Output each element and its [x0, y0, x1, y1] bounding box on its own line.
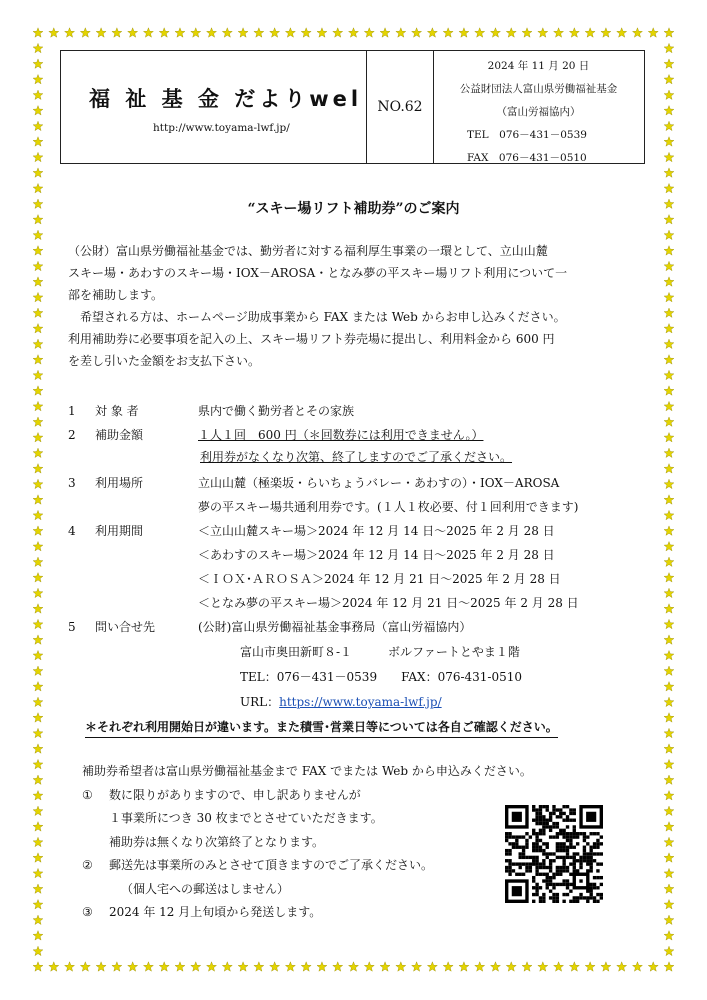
item-label: 対 象 者	[95, 404, 139, 418]
amount-note: 利用券がなくなり次第、終了しますのでご了承ください。	[200, 450, 513, 464]
document-title: “スキー場リフト補助券”のご案内	[247, 201, 460, 217]
period-awasuno: ＜あわすのスキー場＞2024 年 12 月 14 日～2025 年 2 月 28 日	[198, 548, 555, 562]
application-text: （個人宅への郵送はしません）	[121, 881, 290, 896]
publisher-sub: （富山労福協内）	[496, 106, 581, 118]
item-label: 利用期間	[95, 524, 144, 538]
item-number: 4	[68, 524, 76, 538]
header-title-cell	[61, 51, 366, 163]
period-tateyama: ＜立山山麓スキー場＞2024 年 12 月 14 日～2025 年 2 月 28 日	[198, 524, 555, 538]
issue-date: 2024 年 11 月 20 日	[487, 60, 590, 72]
contact-org: (公財)富山県労働福祉基金事務局（富山労福協内）	[198, 620, 472, 634]
publisher-info-cell	[433, 51, 644, 163]
header-url: http://www.toyama-lwf.jp/	[153, 122, 290, 134]
application-text: 郵送先は事業所のみとさせて頂きますのでご了承ください。	[109, 858, 434, 872]
publisher-fax: FAX 076－431－0510	[467, 152, 587, 164]
contact-url-label: URL：	[240, 695, 280, 709]
application-text: １事業所につき 30 枚までとさせていただきます。	[109, 811, 383, 825]
item-label: 利用場所	[95, 476, 144, 490]
issue-number-cell	[366, 51, 434, 163]
amount-value: １人１回 600 円（＊回数券には利用できません。）	[198, 428, 484, 442]
qr-code-icon[interactable]	[505, 805, 603, 903]
item-number: 1	[68, 404, 76, 418]
item-value: 県内で働く勤労者とその家族	[198, 404, 355, 418]
item-marker: ①	[82, 787, 93, 802]
item-number: 2	[68, 428, 76, 442]
application-text: 2024 年 12 月上旬頃から発送します。	[109, 905, 322, 919]
header-box	[60, 50, 645, 164]
application-item-2	[82, 854, 532, 901]
item-marker: ②	[82, 858, 93, 872]
intro-line: （公財）富山県労働福祉基金では、勤労者に対する福利厚生事業の一環として、立山山麓	[68, 244, 548, 258]
item-label: 問い合せ先	[95, 620, 156, 634]
publisher-name: 公益財団法人富山県労働福祉基金	[459, 83, 618, 95]
application-item-1	[82, 784, 532, 855]
application-lead: 補助券希望者は富山県労働福祉基金まで FAX でまたは Web から申込みください。	[82, 764, 532, 778]
contact-url-link[interactable]: https://www.toyama-lwf.jp/	[279, 695, 442, 709]
caution-note: ＊それぞれ利用開始日が違います。また積雪･営業日等については各自ご確認ください。	[85, 717, 558, 738]
item-number: 5	[68, 620, 76, 634]
application-text: 数に限りがありますので、申し訳ありませんが	[109, 787, 361, 802]
contact-phone-fax: TEL：076－431－0539 FAX：076‐431‐0510	[240, 670, 523, 684]
intro-line: 部を補助します。	[68, 288, 164, 302]
item-label: 補助金額	[95, 428, 144, 442]
intro-line: 希望される方は、ホームページ助成事業から FAX または Web からお申し込みください。	[68, 310, 566, 324]
period-tonami: ＜となみ夢の平スキー場＞2024 年 12 月 21 日～2025 年 2 月 28 日	[198, 596, 579, 610]
intro-paragraph	[68, 240, 648, 372]
item-marker: ③	[82, 905, 93, 919]
application-section	[82, 760, 532, 925]
contact-address: 富山市奥田新町８‐１ ボルファートとやま１階	[240, 645, 520, 659]
location-value: 立山山麓（極楽坂・らいちょうバレー・あわすの）・IOX－AROSA	[198, 476, 560, 490]
intro-line: を差し引いた金額をお支払下さい。	[68, 354, 261, 368]
application-item-3	[82, 901, 532, 925]
newsletter-title: 福 祉 基 金 だよりwel	[89, 87, 363, 111]
application-text: 補助券は無くなり次第終了となります。	[109, 834, 325, 849]
issue-number: NO.62	[377, 99, 423, 115]
intro-line: スキー場・あわすのスキー場・IOX－AROSA・となみ夢の平スキー場リフト利用について一	[68, 266, 568, 280]
location-note: 夢の平スキー場共通利用券です。(１人１枚必要、付１回利用できます)	[198, 500, 579, 514]
intro-line: 利用補助券に必要事項を記入の上、スキー場リフト券売場に提出し、利用料金から 600 円	[68, 332, 555, 346]
item-number: 3	[68, 476, 76, 490]
period-iox-arosa: ＜ＩＯＸ･ＡＲＯＳＡ＞2024 年 12 月 21 日～2025 年 2 月 28 日	[198, 572, 561, 586]
publisher-tel: TEL 076－431－0539	[467, 129, 587, 141]
